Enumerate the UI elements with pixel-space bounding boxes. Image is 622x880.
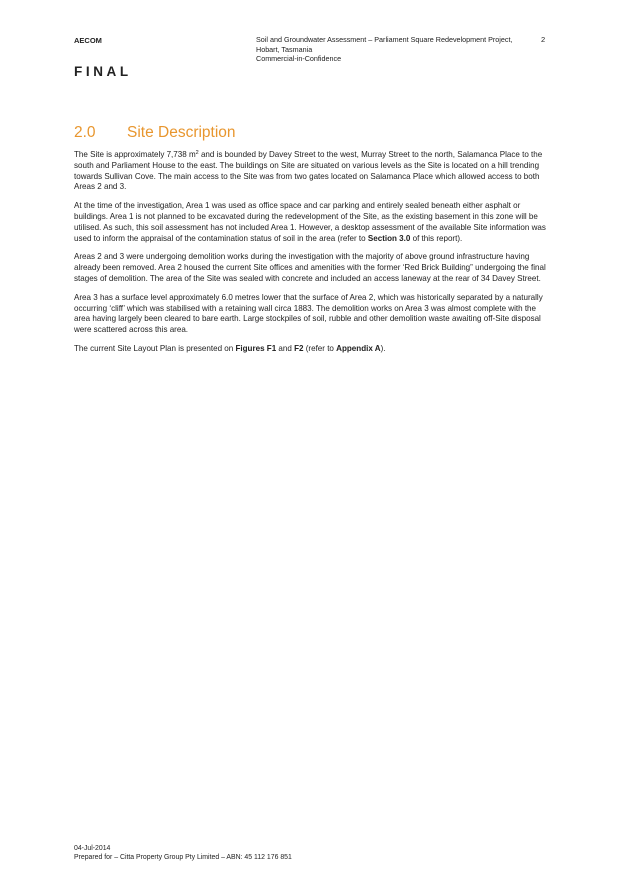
report-header xyxy=(256,35,531,64)
paragraph-area-3: Area 3 has a surface level approximately 6.0 metres lower that the surface of Area 2, which was historically separated by a naturally occurring ‘cliff’ which was stabilised with a retaining wall circa 1883. The demolition works on Area 3 was almost complete with the area having largely been cleared to bare earth. Large stockpiles of soil, rubble and other demolition waste awaiting off-Site disposal were scattered across this area. xyxy=(74,292,543,335)
p5-text-b: and xyxy=(276,343,295,353)
section-number: 2.0 xyxy=(74,124,96,141)
paragraph-site-overview xyxy=(74,150,552,193)
paragraph-areas-2-3: Areas 2 and 3 were undergoing demolition works during the investigation with the majority of above ground infrastructure having already been removed. Area 2 housed the current Site offices and amenities with the former ‘Red Brick Building” undergoing the final stages of demolition. The area of the Site was sealed with concrete and included an access laneway at the rear of 34 Davey Street. xyxy=(74,252,546,283)
figure-reference-f1: Figures F1 xyxy=(235,343,277,353)
p1-text-b: and is bounded by Davey Street to the west, Murray Street to the north, Salamanca Place to the south and Parliament House to the east. The buildings on Site are situated on various levels as the Site is located on a hill trending towards Sullivan Cove. The main access to the Site was from two gates located on Salamanca Place which allowed access to both Areas 2 and 3. xyxy=(74,150,543,192)
footer-date: 04-Jul-2014 xyxy=(74,845,111,852)
p1-text-a: The Site is approximately 7,738 m xyxy=(74,150,196,159)
document-status: FINAL xyxy=(74,64,132,79)
footer-prepared-for: Prepared for – Citta Property Group Pty Limited – ABN: 45 112 176 851 xyxy=(74,854,292,861)
appendix-reference: Appendix A xyxy=(336,343,381,353)
page-footer xyxy=(74,844,292,862)
p2-text-b: of this report). xyxy=(410,233,463,243)
company-name: AECOM xyxy=(74,36,102,45)
p2-text-a: At the time of the investigation, Area 1 was used as office space and car parking and entirely sealed beneath either asphalt or buildings. Area 1 is not planned to be excavated during the redevelopment of the Site, as the existing basement in this zone will be utilised. As such, this soil assessment has not included Area 1. However, a desktop assessment of the available Site information was used to inform the appraisal of the contamination status of soil in the area (refer to xyxy=(74,201,546,243)
section-title: Site Description xyxy=(127,124,236,141)
confidentiality-label: Commercial-in-Confidence xyxy=(256,54,342,64)
page-number: 2 xyxy=(541,35,546,44)
report-title-line2: Hobart, Tasmania xyxy=(256,44,313,54)
report-title-line1: Soil and Groundwater Assessment – Parliament Square Redevelopment Project, xyxy=(256,35,513,44)
p5-text-c: (refer to xyxy=(303,343,337,353)
area-unit-superscript: 2 xyxy=(195,150,199,156)
p5-text-a: The current Site Layout Plan is presented on xyxy=(74,343,236,353)
figure-reference-f2: F2 xyxy=(294,343,304,353)
p5-text-d: ). xyxy=(380,343,386,353)
section-body xyxy=(74,150,552,363)
paragraph-area-1 xyxy=(74,201,552,244)
section-heading xyxy=(74,124,236,142)
paragraph-site-layout xyxy=(74,344,552,355)
section-reference: Section 3.0 xyxy=(367,233,411,243)
